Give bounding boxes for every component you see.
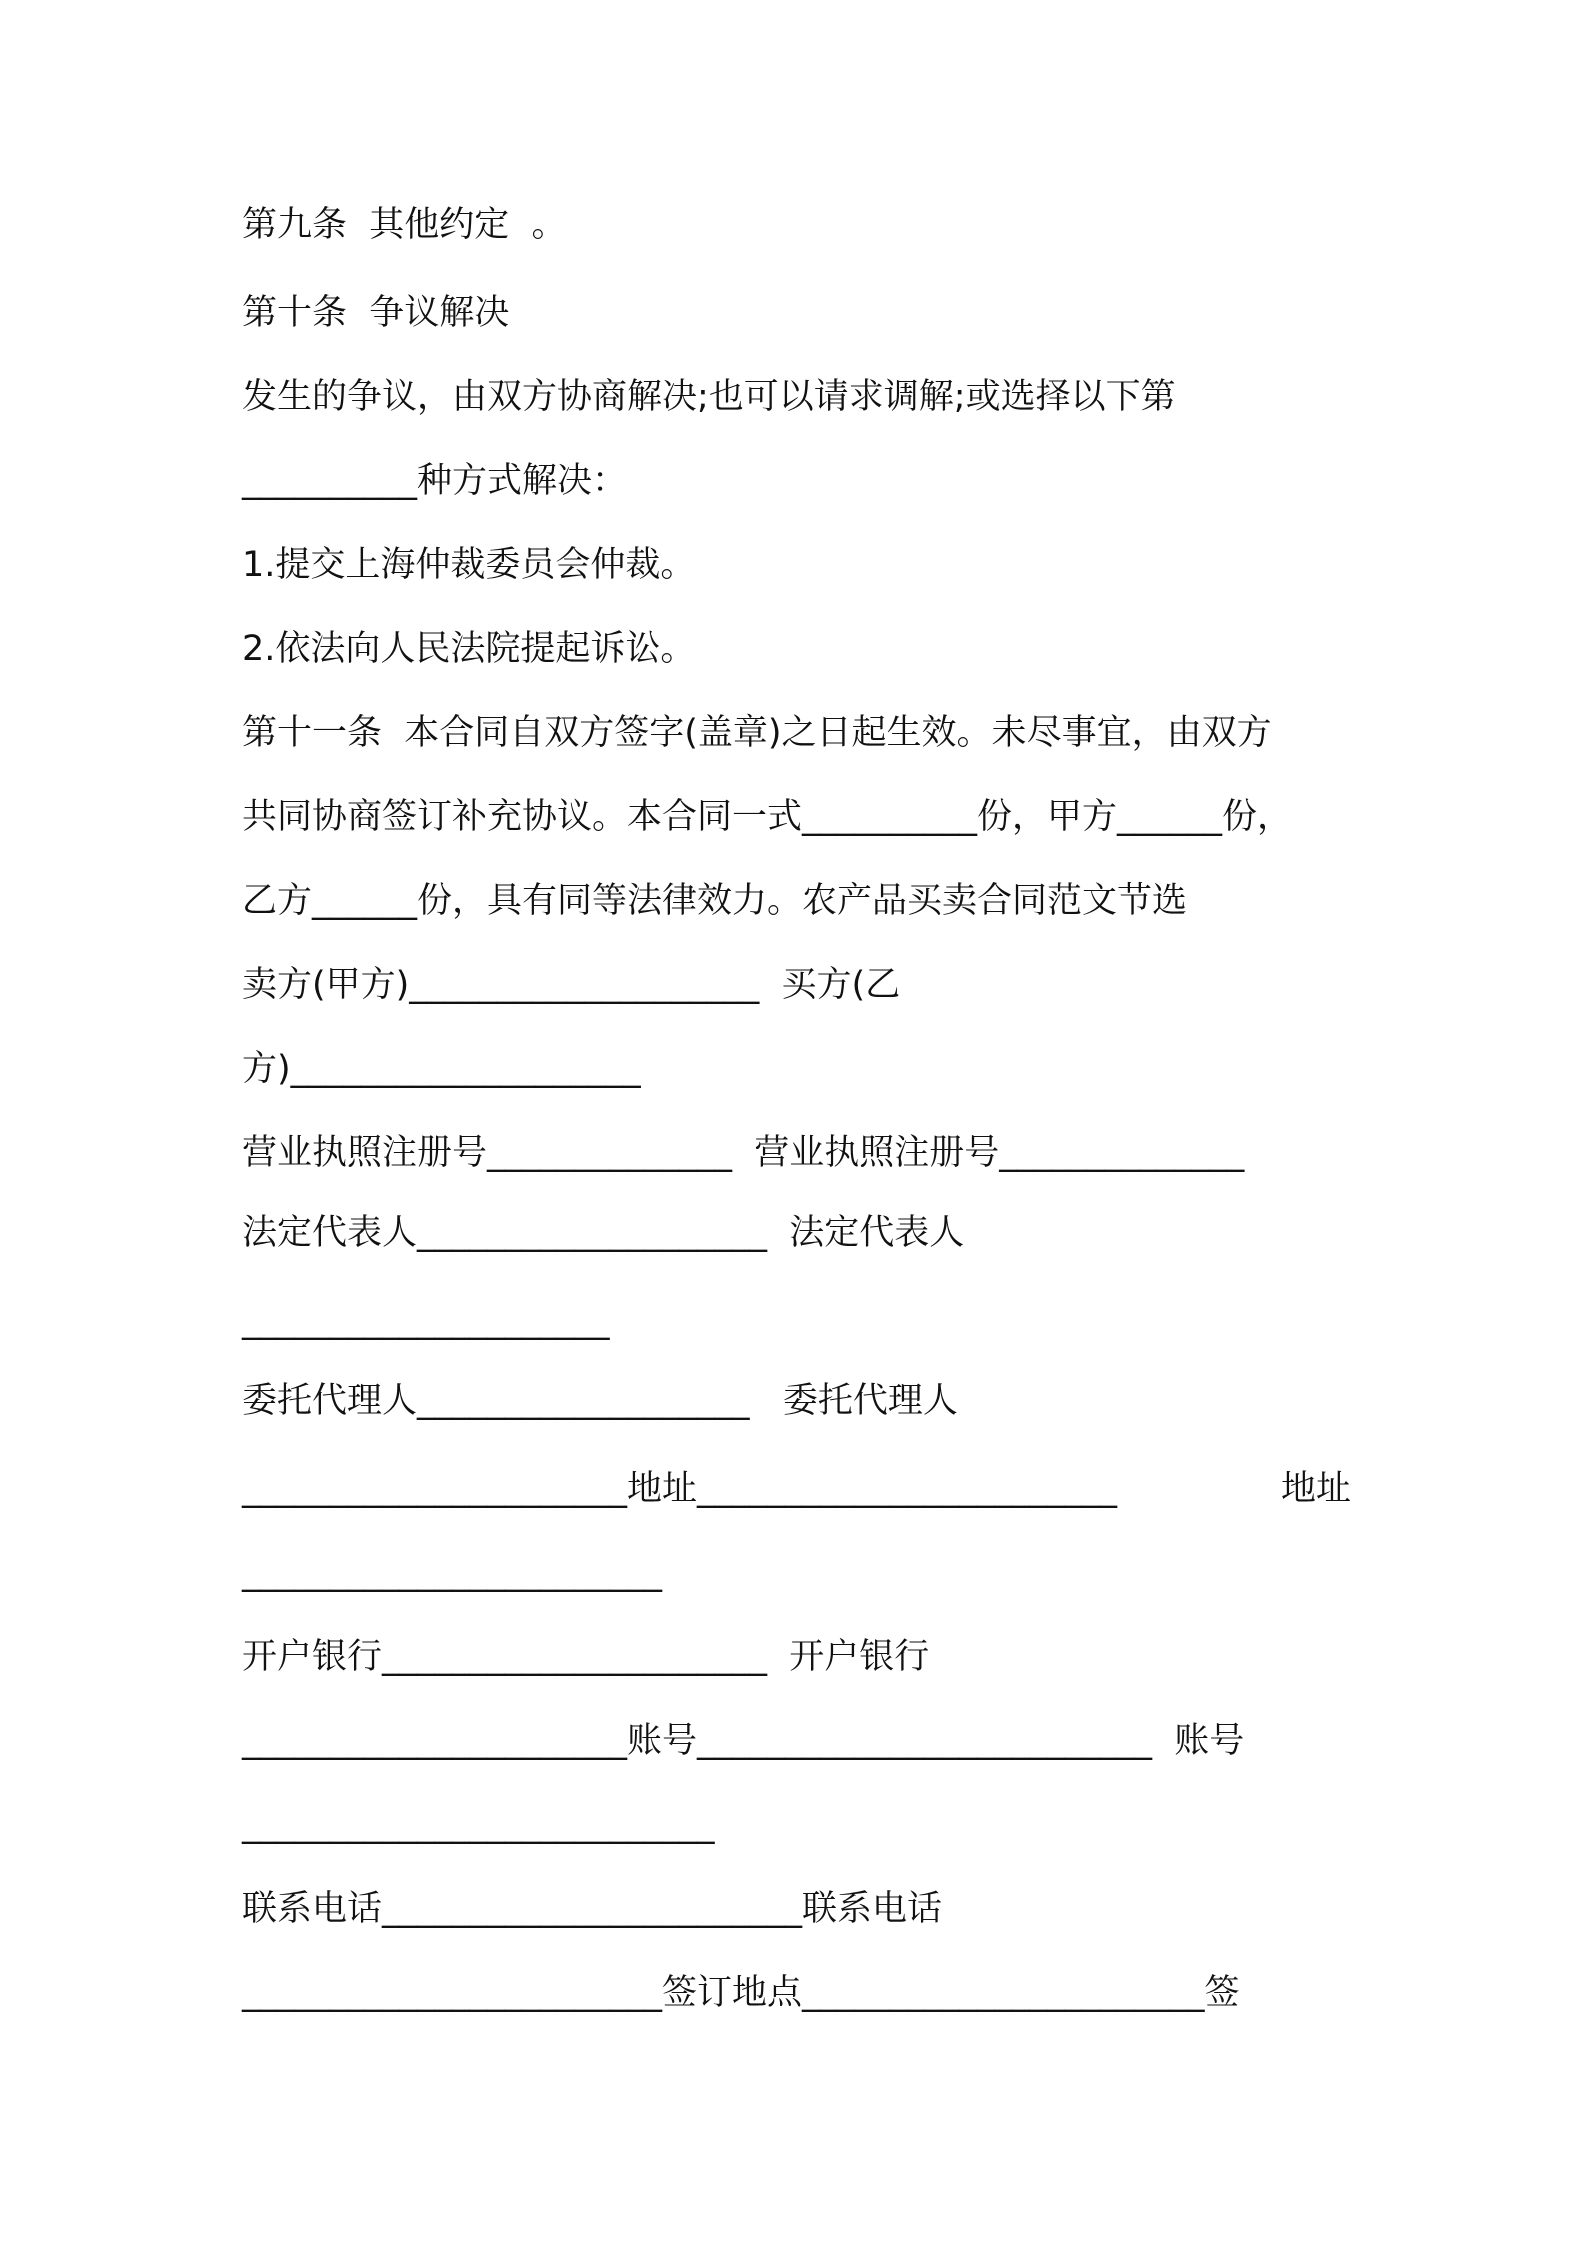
signing-place-line: ________________________签订地点_______________________签 — [242, 1973, 1240, 2013]
article-11-line-3: 乙方______份，具有同等法律效力。农产品买卖合同范文节选 — [242, 881, 1188, 921]
account-line: ______________________账号__________________________ 账号 — [242, 1721, 1245, 1761]
address-label-right: 地址 — [1281, 1469, 1352, 1509]
option-litigation: 2.依法向人民法院提起诉讼。 — [242, 629, 696, 669]
phone-line: 联系电话________________________联系电话 — [242, 1889, 943, 1929]
address-line: ______________________地址________________________ — [242, 1469, 1118, 1509]
article-11-line-2: 共同协商签订补充协议。本合同一式__________份，甲方______份， — [242, 797, 1293, 837]
business-license-line: 营业执照注册号______________ 营业执照注册号______________ — [242, 1133, 1245, 1173]
buyer-continuation-line: 方)____________________ — [242, 1049, 641, 1089]
option-arbitration: 1.提交上海仲裁委员会仲裁。 — [242, 545, 696, 585]
article-9-heading: 第九条 其他约定 。 — [242, 205, 567, 245]
agent-line: 委托代理人___________________ 委托代理人 — [242, 1381, 958, 1421]
seller-buyer-line: 卖方(甲方)____________________ 买方(乙 — [242, 965, 901, 1005]
legal-representative-line: 法定代表人____________________ 法定代表人 — [242, 1213, 965, 1253]
article-10-heading: 第十条 争议解决 — [242, 293, 510, 333]
dispute-text-line: 发生的争议，由双方协商解决;也可以请求调解;或选择以下第 — [242, 377, 1176, 417]
article-11-line-1: 第十一条 本合同自双方签字(盖章)之日起生效。未尽事宜，由双方 — [242, 713, 1272, 753]
bank-line: 开户银行______________________ 开户银行 — [242, 1637, 930, 1677]
address-blank: ________________________ — [242, 1553, 662, 1593]
dispute-method-line: __________种方式解决： — [242, 461, 628, 501]
legal-representative-blank: _____________________ — [242, 1301, 610, 1341]
account-blank: ___________________________ — [242, 1805, 715, 1845]
